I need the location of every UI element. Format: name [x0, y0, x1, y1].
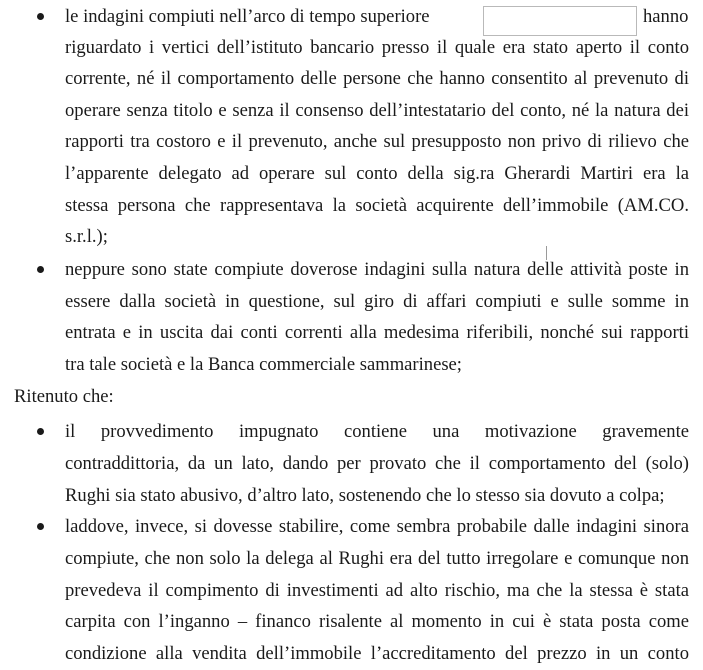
bullet-marker	[37, 523, 44, 530]
text-line: hanno	[643, 6, 689, 27]
text-line: prevedeva il compimento di investimenti ad alto rischio, ma che la stessa è stata	[65, 580, 689, 601]
text-line: l’apparente delegato ad operare sul conto della sig.ra Gherardi Martiri era la	[65, 163, 689, 184]
text-line: rapporti tra costoro e il prevenuto, anche sul presupposto non privo di rilievo che	[65, 131, 689, 152]
text-line: carpita con l’inganno – financo risalente al momento in cui è stata posta come	[65, 611, 689, 632]
text-line: contraddittoria, da un lato, dando per provato che il comportamento del (solo)	[65, 453, 689, 474]
section-heading: Ritenuto che:	[14, 386, 114, 407]
text-line: riguardato i vertici dell’istituto bancario presso il quale era stato aperto il conto	[65, 37, 689, 58]
bullet-marker	[37, 266, 44, 273]
text-line: entrata e in uscita dai conti correnti alla medesima riferibili, nonché sui rapporti	[65, 322, 689, 343]
bullet-marker	[37, 13, 44, 20]
text-line: le indagini compiuti nell’arco di tempo superiore	[65, 6, 430, 27]
redacted-box	[483, 6, 637, 36]
text-line: operare senza titolo e senza il consenso dell’intestatario del conto, né la natura dei	[65, 100, 689, 121]
text-line: corrente, né il comportamento delle persone che hanno consentito al prevenuto di	[65, 68, 689, 89]
text-line: il provvedimento impugnato contiene una motivazione gravemente	[65, 421, 689, 442]
text-line: s.r.l.);	[65, 226, 108, 247]
bullet-marker	[37, 428, 44, 435]
text-line: compiute, che non solo la delega al Rughi era del tutto irregolare e comunque non	[65, 548, 689, 569]
text-line: neppure sono state compiute doverose indagini sulla natura delle attività poste in	[65, 259, 689, 280]
text-line: Rughi sia stato abusivo, d’altro lato, sostenendo che lo stesso sia dovuto a colpa;	[65, 485, 665, 506]
text-line: laddove, invece, si dovesse stabilire, come sembra probabile dalle indagini sinora	[65, 516, 689, 537]
text-line: stessa persona che rappresentava la società acquirente dell’immobile (AM.CO.	[65, 195, 689, 216]
text-line: tra tale società e la Banca commerciale sammarinese;	[65, 354, 462, 375]
text-line: essere dalla società in questione, sul giro di affari compiuti e sulle somme in	[65, 291, 689, 312]
text-line: condizione alla vendita dell’immobile l’accreditamento del prezzo in un conto	[65, 643, 689, 664]
